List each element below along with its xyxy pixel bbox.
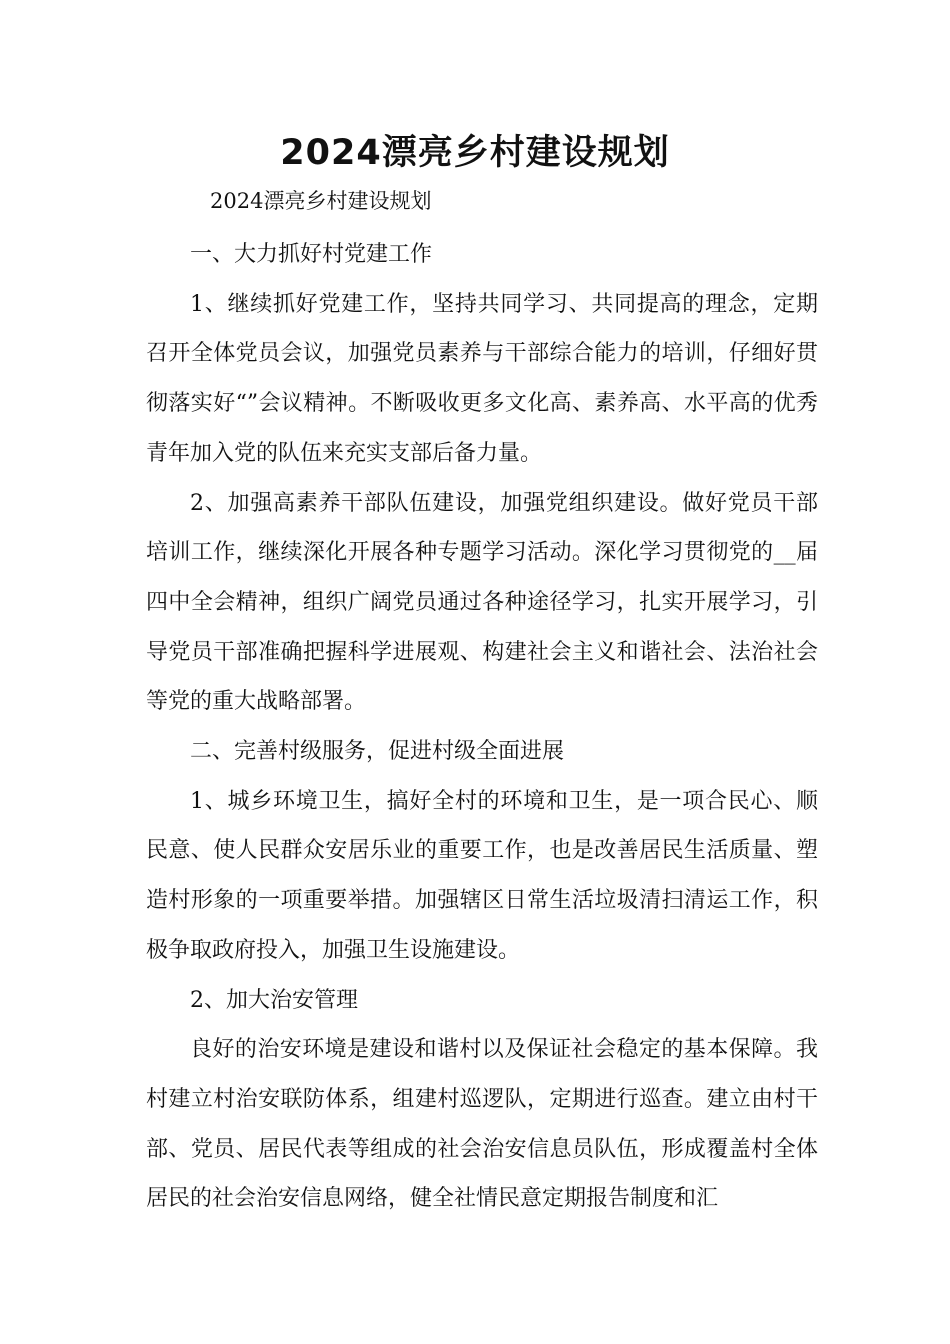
document-title: 2024漂亮乡村建设规划 [280,133,670,173]
section-heading-village-services: 二、完善村级服务，促进村级全面进展 [190,739,565,765]
paragraph-security: 良好的治安环境是建设和谐村以及保证社会稳定的基本保障。我村建立村治安联防体系，组建村巡逻队，定期进行巡查。建立由村干部、党员、居民代表等组成的社会治安信息员队伍，形成覆盖村全体居民的社会治安信息网络，健全社情民意定期报告制度和汇 [146,1037,818,1212]
paragraph-environment: 1、城乡环境卫生，搞好全村的环境和卫生，是一项合民心、顺民意、使人民群众安居乐业的重要工作，也是改善居民生活质量、塑造村形象的一项重要举措。加强辖区日常生活垃圾清扫清运工作，积极争取政府投入，加强卫生设施建设。 [146,788,818,963]
paragraph-party-work: 1、继续抓好党建工作，坚持共同学习、共同提高的理念，定期召开全体党员会议，加强党员素养与干部综合能力的培训，仔细好贯彻落实好“”会议精神。不断吸收更多文化高、素养高、水平高的优秀青年加入党的队伍来充实支部后备力量。 [146,291,818,466]
paragraph-cadre-building: 2、加强高素养干部队伍建设，加强党组织建设。做好党员干部培训工作，继续深化开展各种专题学习活动。深化学习贯彻党的__届四中全会精神，组织广阔党员通过各种途径学习，扎实开展学习，引导党员干部准确把握科学进展观、构建社会主义和谐社会、法治社会等党的重大战略部署。 [146,490,818,715]
section-heading-party-building: 一、大力抓好村党建工作 [190,242,433,267]
document-subtitle: 2024漂亮乡村建设规划 [210,189,432,213]
subsection-heading-security: 2、加大治安管理 [190,987,358,1013]
document-body [146,230,818,1224]
